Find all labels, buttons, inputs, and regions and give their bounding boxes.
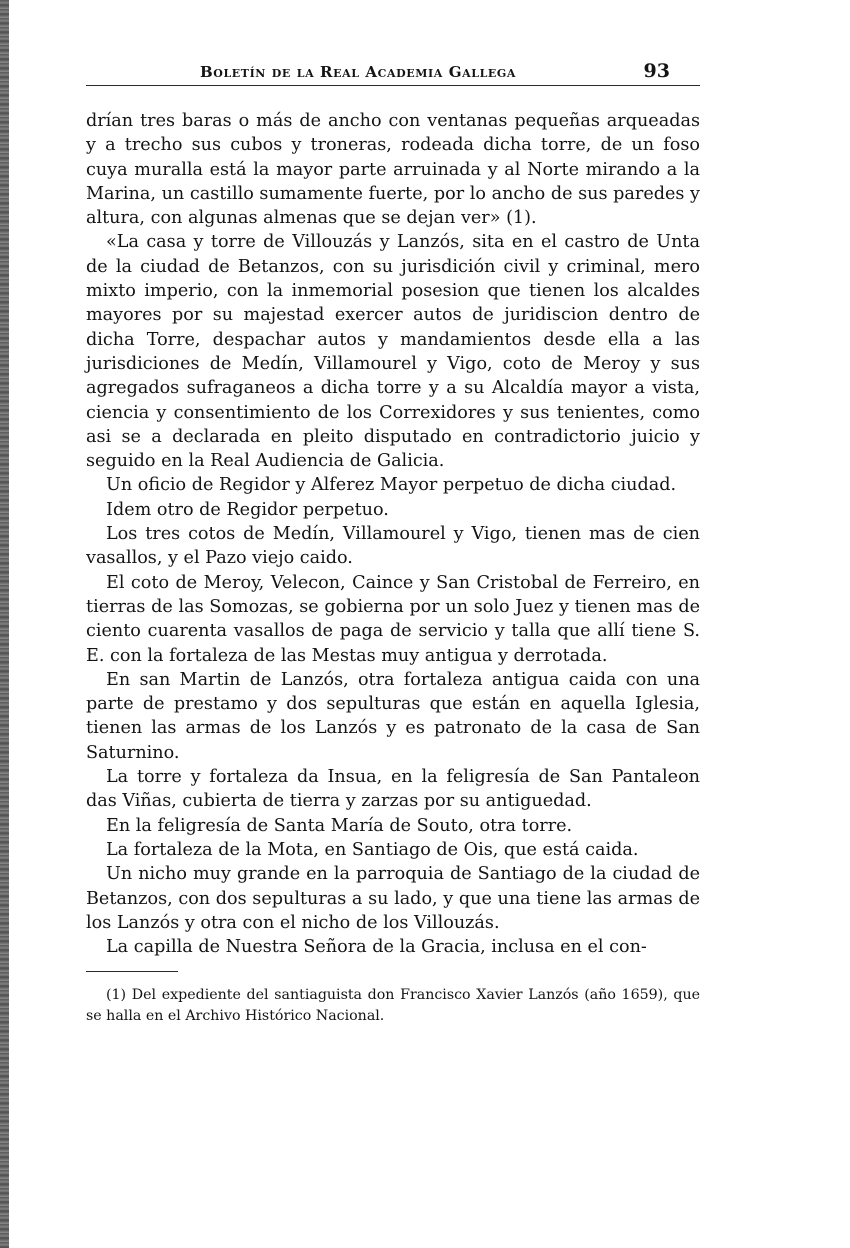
paragraph: En la feligresía de Santa María de Souto, otra torre. — [106, 815, 573, 836]
journal-title: Boletín de la Real Academia Gallega — [200, 63, 517, 81]
page-number: 93 — [643, 60, 670, 82]
paragraph: drían tres baras o más de ancho con ventanas pequeñas arqueadas y a trecho sus cubos y troneras, rodeada dicha torre, de un foso cuya muralla está la mayor parte arruinada y al Norte mirando a la Marina, un castillo sumamente fuerte, por lo ancho de sus paredes y altura, con algunas almenas que se dejan ver» (1). — [86, 111, 700, 229]
paragraph: Un nicho muy grande en la parroquia de Santiago de la ciudad de Betanzos, con dos sepulturas a su lado, y que una tiene las armas de los Lanzós y otra con el nicho de los Villouzás. — [86, 864, 700, 933]
paragraph: La capilla de Nuestra Señora de la Gracia, inclusa en el con- — [106, 937, 647, 958]
paragraph: Los tres cotos de Medín, Villamourel y Vigo, tienen mas de cien vasallos, y el Pazo viejo caido. — [86, 524, 700, 569]
book-binding-edge — [0, 0, 9, 1248]
running-header — [86, 58, 700, 86]
paragraph: En san Martin de Lanzós, otra fortaleza antigua caida con una parte de prestamo y dos sepulturas que están en aquella Iglesia, tienen las armas de los Lanzós y es patronato de la casa de San Saturnino. — [86, 669, 700, 763]
paragraph: La fortaleza de la Mota, en Santiago de Ois, que está caida. — [106, 839, 639, 860]
paragraph: «La casa y torre de Villouzás y Lanzós, sita en el castro de Unta de la ciudad de Betanzos, con su jurisdición civil y criminal, mero mixto imperio, con la inmemorial posesion que tienen los alcaldes mayores por su majestad exercer autos de juridiscion dentro de dicha Torre, despachar autos y mandamientos desde ella a las jurisdiciones de Medín, Villamourel y Vigo, coto de Meroy y sus agregados sufraganeos a dicha torre y a su Alcaldía mayor a vista, ciencia y consentimiento de los Correxidores y sus tenientes, como asi se a declarada en pleito disputado en contradictorio juicio y seguido en la Real Audiencia de Galicia. — [86, 232, 700, 472]
book-page — [86, 58, 700, 1027]
paragraph: Un oficio de Regidor y Alferez Mayor perpetuo de dicha ciudad. — [106, 475, 677, 496]
footnote: (1) Del expediente del santiaguista don Francisco Xavier Lanzós (año 1659), que se halla en el Archivo Histórico Nacional. — [86, 987, 700, 1025]
paragraph: Idem otro de Regidor perpetuo. — [106, 499, 389, 520]
body-text — [86, 109, 700, 959]
footnote-divider — [86, 971, 178, 972]
paragraph: El coto de Meroy, Velecon, Caince y San Cristobal de Ferreiro, en tierras de las Somozas, se gobierna por un solo Juez y tienen mas de ciento cuarenta vasallos de paga de servicio y talla que allí tiene S. E. con la fortaleza de las Mestas muy antigua y derrotada. — [86, 572, 700, 666]
paragraph: La torre y fortaleza da Insua, en la feligresía de San Pantaleon das Viñas, cubierta de tierra y zarzas por su antiguedad. — [86, 767, 700, 812]
